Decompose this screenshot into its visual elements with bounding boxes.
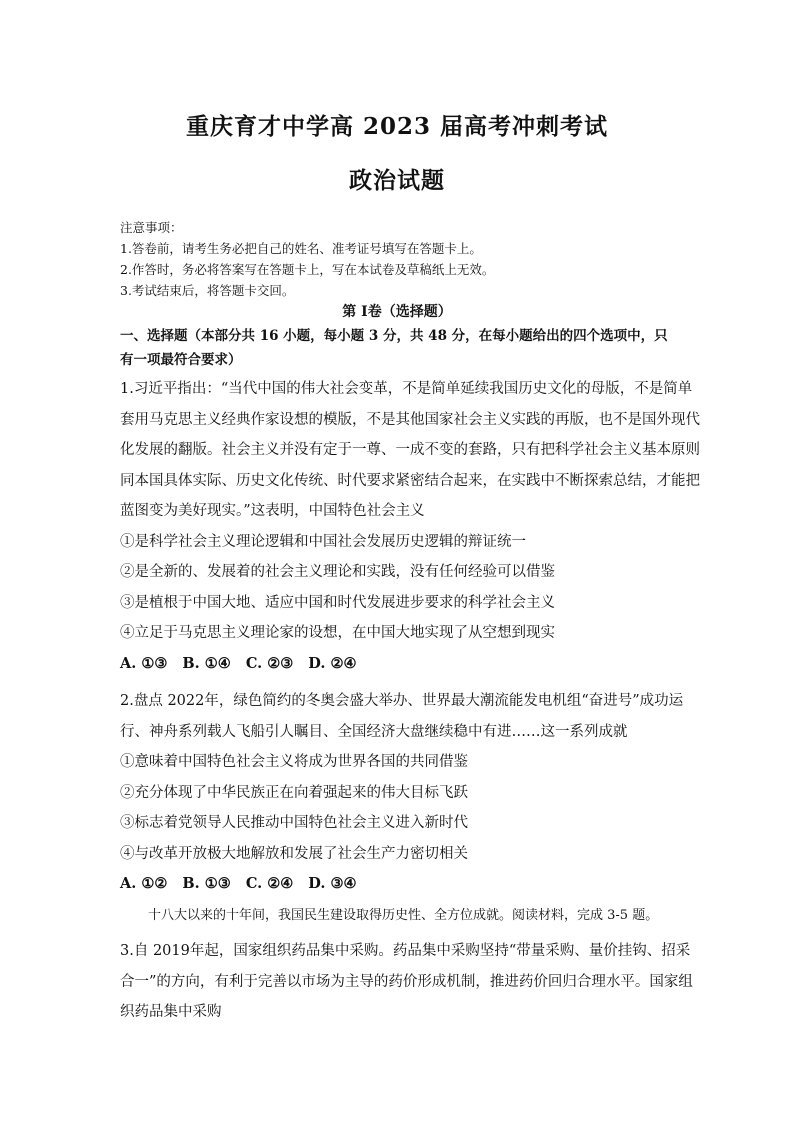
question-stem-line: 蓝图变为美好现实。”这表明，中国特色社会主义 [120, 503, 425, 519]
question-stem-line: 3.自 2019年起，国家组织药品集中采购。药品集中采购坚持“带量采购、量价挂钩、招采 [120, 943, 691, 959]
question-stem-line: 行、神舟系列载人飞船引人瞩目、全国经济大盘继续稳中有进……这一系列成就 [120, 723, 628, 740]
answer-choices [120, 649, 686, 680]
question-stem-line: 套用马克思主义经典作家设想的模版，不是其他国家社会主义实践的再版，也不是国外现代 [120, 411, 700, 428]
choice-c: C. ②③ [245, 654, 294, 672]
option-statement: ①是科学社会主义理论逻辑和中国社会发展历史逻辑的辩证统一 [120, 533, 526, 550]
choice-a: A. ①③ [120, 654, 168, 672]
choice-d: D. ③④ [308, 875, 357, 892]
choice-c: C. ②④ [245, 875, 294, 892]
choice-a: A. ①② [120, 875, 168, 892]
question-1 [120, 374, 700, 679]
question-stem-line: 1.习近平指出：“当代中国的伟大社会变革，不是简单延续我国历史文化的母版，不是简单 [120, 381, 693, 397]
notes-item: 2.作答时，务必将答案写在答题卡上，写在本试卷及草稿纸上无效。 [120, 262, 495, 277]
question-3 [120, 936, 693, 1028]
option-statement: ③标志着党领导人民推动中国特色社会主义进入新时代 [120, 815, 468, 831]
answer-choices [120, 869, 686, 900]
option-statement: ④立足于马克思主义理论家的设想，在中国大地实现了从空想到现实 [120, 625, 555, 641]
option-statement: ②是全新的、发展着的社会主义理论和实践，没有任何经验可以借鉴 [120, 564, 555, 580]
notes-heading: 注意事项： [120, 220, 183, 235]
choice-b: B. ①④ [182, 654, 231, 672]
option-statement: ①意味着中国特色社会主义将成为世界各国的共同借鉴 [120, 754, 468, 770]
question-stem-line: 化发展的翻版。社会主义并没有定于一尊、一成不变的套路，只有把科学社会主义基本原则 [120, 442, 700, 458]
notes-block [120, 217, 494, 301]
exam-subtitle: 政治试题 [349, 167, 445, 194]
question-stem-line: 织药品集中采购 [120, 1004, 222, 1020]
exam-title: 重庆育才中学高 2023 届高考冲刺考试 [185, 113, 609, 140]
question-stem-line: 同本国具体实际、历史文化传统、时代要求紧密结合起来，在实践中不断探索总结，才能把 [120, 472, 700, 489]
option-statement: ③是植根于中国大地、适应中国和时代发展进步要求的科学社会主义 [120, 594, 555, 611]
option-statement: ④与改革开放极大地解放和发展了社会生产力密切相关 [120, 845, 468, 862]
question-stem-line: 合一”的方向，有利于完善以市场为主导的药价形成机制，推进药价回归合理水平。国家组 [120, 973, 693, 990]
question-2 [120, 686, 686, 900]
material-intro: 十八大以来的十年间，我国民生建设取得历史性、全方位成就。阅读材料，完成 3-5 题。 [148, 908, 659, 923]
section-title: 第 Ⅰ卷（选择题） [342, 304, 452, 320]
choice-b: B. ①③ [182, 875, 231, 892]
part-title: 一、选择题（本部分共 16 小题，每小题 3 分，共 48 分，在每小题给出的四个选项中，只有一项最符合要求） [120, 328, 668, 368]
notes-item: 1.答卷前，请考生务必把自己的姓名、准考证号填写在答题卡上。 [120, 241, 482, 256]
question-stem-line: 2.盘点 2022年，绿色简约的冬奥会盛大举办、世界最大潮流能发电机组“奋进号”成功运 [120, 693, 684, 709]
notes-item: 3.考试结束后，将答题卡交回。 [120, 283, 295, 298]
option-statement: ②充分体现了中华民族正在向着强起来的伟大目标飞跃 [120, 784, 468, 801]
choice-d: D. ②④ [308, 654, 357, 672]
